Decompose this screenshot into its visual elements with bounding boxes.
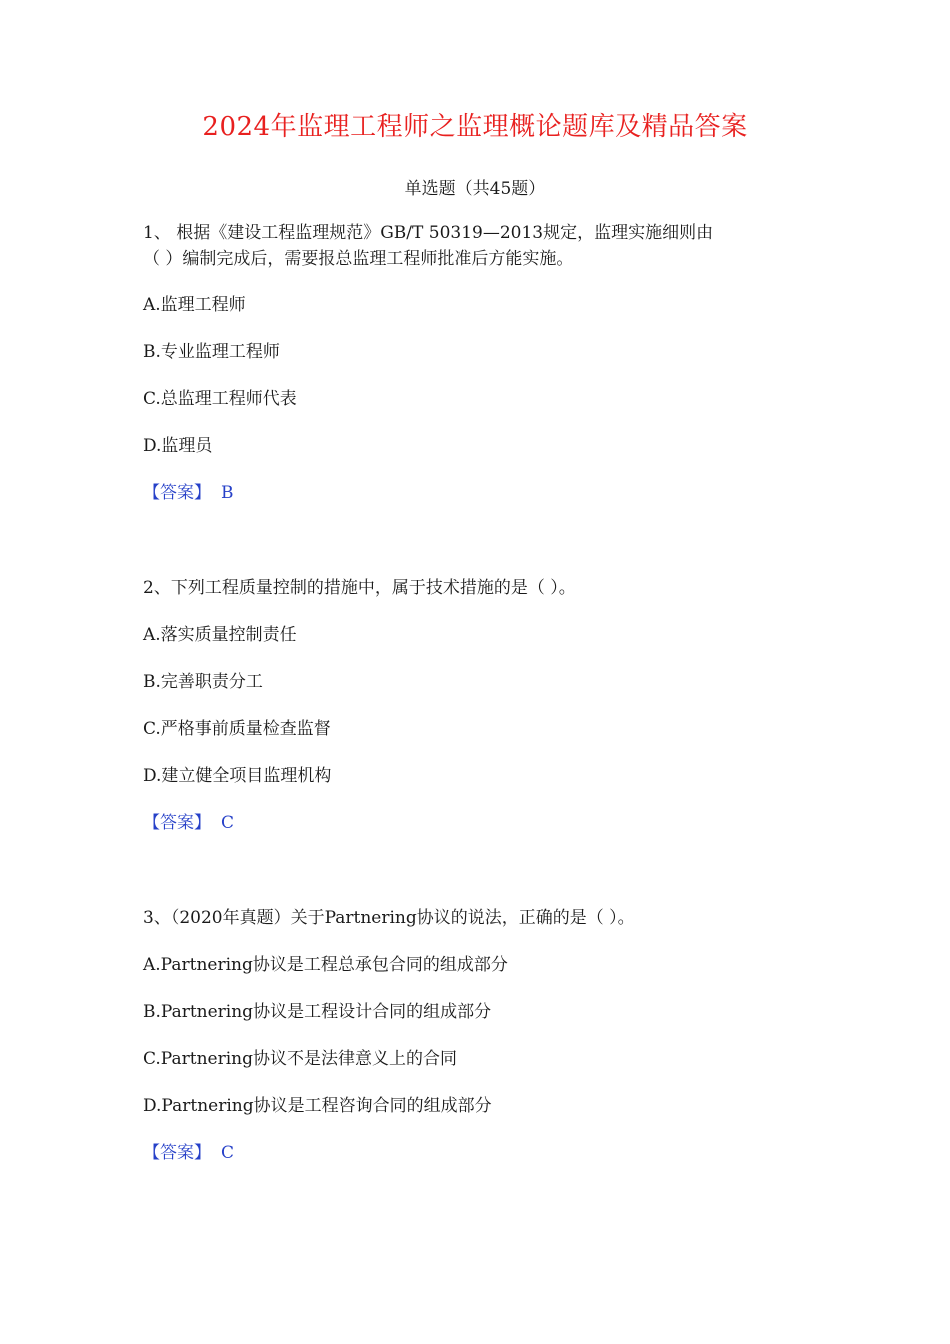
question-1-stem-line-1: 1、 根据《建设工程监理规范》GB/T 50319—2013规定，监理实施细则由 [143,223,714,243]
question-1-stem-line-2: （ ）编制完成后，需要报总监理工程师批准后方能实施。 [143,249,574,269]
section-heading: 单选题（共45题） [404,179,546,199]
document-title: 2024年监理工程师之监理概论题库及精品答案 [202,112,748,142]
question-2-option-d: D.建立健全项目监理机构 [143,766,332,786]
question-3-stem-line-1: 3、（2020年真题）关于Partnering协议的说法，正确的是（ ）。 [143,908,635,928]
question-1-option-b: B.专业监理工程师 [143,342,280,362]
question-2-option-a: A.落实质量控制责任 [143,625,297,645]
question-3-option-c: C.Partnering协议不是法律意义上的合同 [143,1049,457,1069]
answer-value: C [221,1143,235,1163]
answer-value: C [221,813,235,833]
answer-label: 【答案】 [143,1143,211,1163]
answer-value: B [221,483,234,503]
question-1-option-a: A.监理工程师 [143,295,246,315]
question-3-option-a: A.Partnering协议是工程总承包合同的组成部分 [143,955,508,975]
question-3-option-b: B.Partnering协议是工程设计合同的组成部分 [143,1002,492,1022]
question-1-answer [143,481,234,505]
question-2-option-c: C.严格事前质量检查监督 [143,719,331,739]
question-1-option-c: C.总监理工程师代表 [143,389,297,409]
question-3-option-d: D.Partnering协议是工程咨询合同的组成部分 [143,1096,492,1116]
question-1-option-d: D.监理员 [143,436,213,456]
question-2-answer [143,811,234,835]
question-2-option-b: B.完善职责分工 [143,672,263,692]
answer-label: 【答案】 [143,813,211,833]
answer-label: 【答案】 [143,483,211,503]
question-3-answer [143,1141,234,1165]
question-2-stem-line-1: 2、下列工程质量控制的措施中，属于技术措施的是（ ）。 [143,578,576,598]
